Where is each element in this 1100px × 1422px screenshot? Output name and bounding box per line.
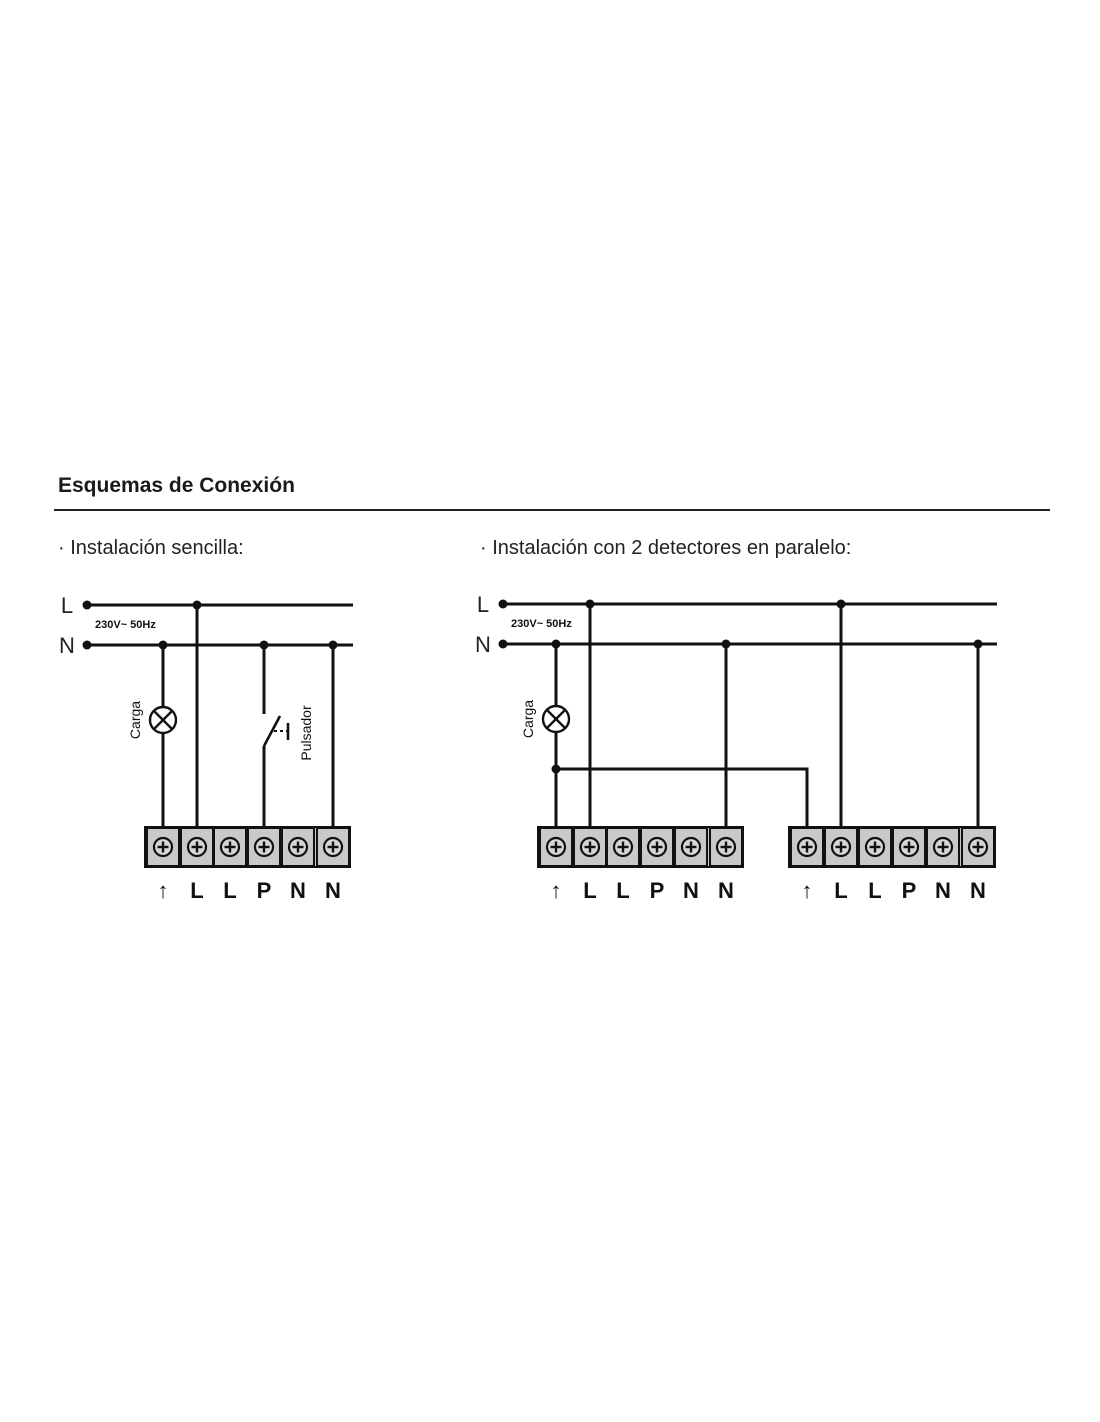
terminal-label: P xyxy=(256,878,272,903)
terminal-screw-icon xyxy=(317,828,349,866)
terminal-screw-icon xyxy=(710,828,742,866)
terminal-label: L xyxy=(223,878,237,903)
terminal-label: N xyxy=(970,878,986,903)
terminal-screw-icon xyxy=(147,828,179,866)
parallel-voltage-label: 230V~ 50Hz xyxy=(511,618,572,630)
parallel-terminal-block-a xyxy=(538,827,743,867)
simple-voltage-label: 230V~ 50Hz xyxy=(95,619,156,631)
parallel-load-lamp-icon xyxy=(543,706,569,732)
parallel-terminal-block-b xyxy=(789,827,995,867)
terminal-label: N xyxy=(718,878,734,903)
terminal-label: N xyxy=(325,878,341,903)
terminal-screw-icon xyxy=(825,828,857,866)
terminal-label: L xyxy=(868,878,882,903)
terminal-screw-icon xyxy=(214,828,246,866)
terminal-label: L xyxy=(583,878,597,903)
terminal-screw-icon xyxy=(181,828,213,866)
terminal-screw-icon xyxy=(540,828,572,866)
simple-load-lamp-icon xyxy=(150,707,176,733)
terminal-label: L xyxy=(190,878,204,903)
terminal-screw-icon xyxy=(791,828,823,866)
simple-line-l-label: L xyxy=(60,593,74,618)
terminal-screw-icon xyxy=(282,828,314,866)
terminal-screw-icon xyxy=(927,828,959,866)
parallel-install-heading: · Instalación con 2 detectores en paralelo: xyxy=(480,537,852,559)
terminal-screw-icon xyxy=(675,828,707,866)
simple-load-label: Carga xyxy=(127,700,143,740)
parallel-line-l-label: L xyxy=(476,592,490,617)
terminal-screw-icon xyxy=(641,828,673,866)
terminal-label: ↑ xyxy=(801,878,813,903)
terminal-label: N xyxy=(683,878,699,903)
terminal-label: N xyxy=(290,878,306,903)
parallel-line-n-label: N xyxy=(475,632,491,657)
terminal-screw-icon xyxy=(607,828,639,866)
terminal-label: N xyxy=(935,878,951,903)
simple-pushbutton-label: Pulsador xyxy=(298,705,314,761)
terminal-screw-icon xyxy=(574,828,606,866)
terminal-label: L xyxy=(616,878,630,903)
terminal-screw-icon xyxy=(859,828,891,866)
simple-line-n-label: N xyxy=(59,633,75,658)
terminal-label: L xyxy=(834,878,848,903)
terminal-screw-icon xyxy=(893,828,925,866)
terminal-screw-icon xyxy=(962,828,994,866)
section-title: Esquemas de Conexión xyxy=(58,474,295,497)
terminal-label: ↑ xyxy=(550,878,562,903)
simple-install-heading: · Instalación sencilla: xyxy=(58,537,244,559)
terminal-label: ↑ xyxy=(157,878,169,903)
parallel-diagram xyxy=(503,604,997,828)
terminal-label: P xyxy=(649,878,665,903)
terminal-screw-icon xyxy=(248,828,280,866)
simple-terminal-block xyxy=(145,827,350,867)
terminal-label: P xyxy=(901,878,917,903)
parallel-load-label: Carga xyxy=(520,699,536,739)
